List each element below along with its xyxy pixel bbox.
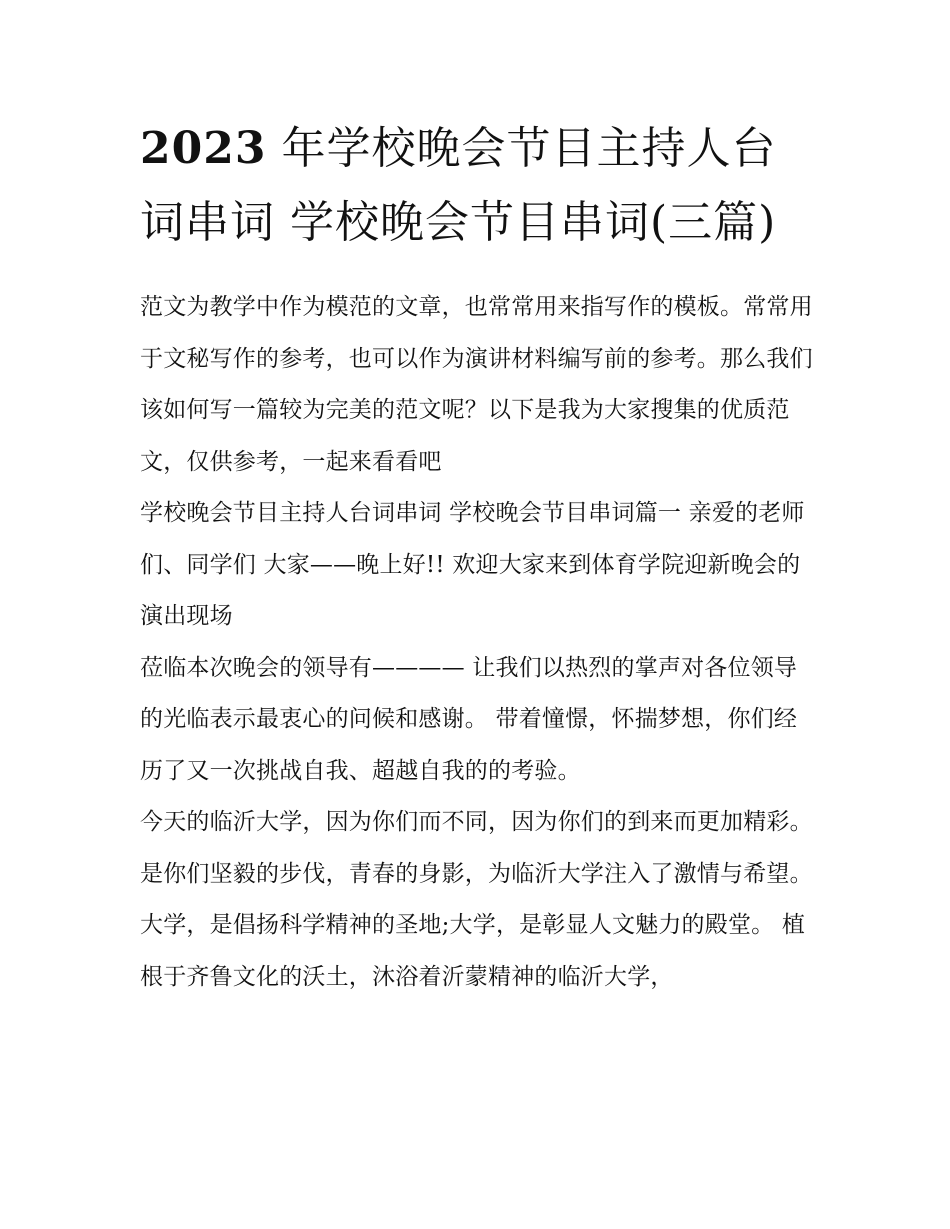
paragraph-university: 今天的临沂大学，因为你们而不同，因为你们的到来而更加精彩。 是你们坚毅的步伐，青春的身影，为临沂大学注入了激情与希望。 [140,809,813,887]
paragraph-leaders: 莅临本次晚会的领导有———— 让我们以热烈的掌声对各位领导的光临表示最衷心的问候和感谢。 带着憧憬，怀揣梦想，你们经历了又一次挑战自我、超越自我的的考验。 [140,654,798,784]
title-text: 年学校晚会节目主持人台词串词 学校晚会节目串词(三篇) [140,123,777,248]
title-year: 2023 [140,123,267,174]
paragraph-spirit: 大学，是倡扬科学精神的圣地;大学，是彰显人文魅力的殿堂。 植根于齐鲁文化的沃土，沐浴着沂蒙精神的临沂大学， [140,912,806,990]
document-body [140,112,815,1003]
document-title [140,112,815,260]
paragraph-intro: 范文为教学中作为模范的文章，也常常用来指写作的模板。常常用于文秘写作的参考，也可以作为演讲材料编写前的参考。那么我们该如何写一篇较为完美的范文呢？以下是我为大家搜集的优质范文，仅供参考，一起来看看吧 [140,294,813,475]
paragraph-greeting: 学校晚会节目主持人台词串词 学校晚会节目串词篇一 亲爱的老师们、同学们 大家——晚上好!! 欢迎大家来到体育学院迎新晚会的演出现场 [140,500,805,629]
